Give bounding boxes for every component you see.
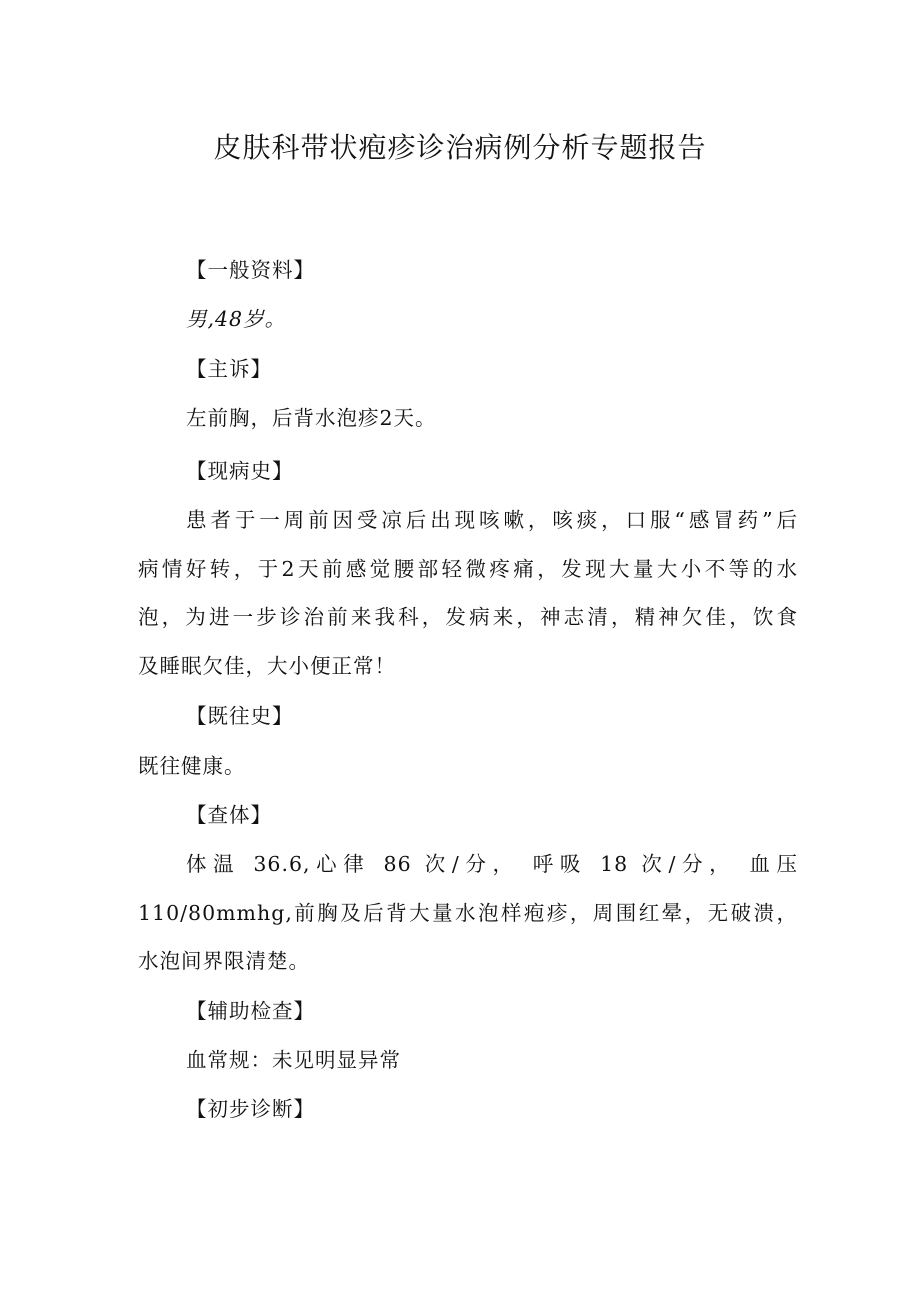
section-heading-present-illness: 【现病史】 <box>186 459 294 483</box>
section-heading-general-info: 【一般资料】 <box>186 258 315 282</box>
physical-exam-line: 水泡间界限清楚。 <box>138 949 310 973</box>
past-history-text: 既往健康。 <box>138 754 246 778</box>
chief-complaint-text: 左前胸，后背水泡疹2天。 <box>186 406 437 430</box>
present-illness-line: 患者于一周前因受凉后出现咳嗽，咳痰，口服“感冒药”后 <box>186 508 798 532</box>
present-illness-line: 病情好转，于2天前感觉腰部轻微疼痛，发现大量大小不等的水 <box>138 557 798 581</box>
section-heading-chief-complaint: 【主诉】 <box>186 357 272 381</box>
general-info-text: 男,48岁。 <box>186 307 287 331</box>
document-title: 皮肤科带状疱疹诊治病例分析专题报告 <box>213 131 707 164</box>
physical-exam-line: 体温 36.6,心律 86 次/分， 呼吸 18 次/分， 血压 <box>186 852 798 876</box>
section-heading-physical-exam: 【查体】 <box>186 803 272 827</box>
physical-exam-line: 110/80mmhg,前胸及后背大量水泡样疱疹，周围红晕，无破溃， <box>138 901 798 925</box>
section-heading-past-history: 【既往史】 <box>186 704 294 728</box>
section-heading-auxiliary-exam: 【辅助检查】 <box>186 999 315 1023</box>
auxiliary-exam-text: 血常规：未见明显异常 <box>186 1048 401 1072</box>
present-illness-line: 泡，为进一步诊治前来我科，发病来，神志清，精神欠佳，饮食 <box>138 605 798 629</box>
present-illness-line: 及睡眠欠佳，大小便正常！ <box>138 654 396 678</box>
section-heading-preliminary-diagnosis: 【初步诊断】 <box>186 1097 315 1121</box>
